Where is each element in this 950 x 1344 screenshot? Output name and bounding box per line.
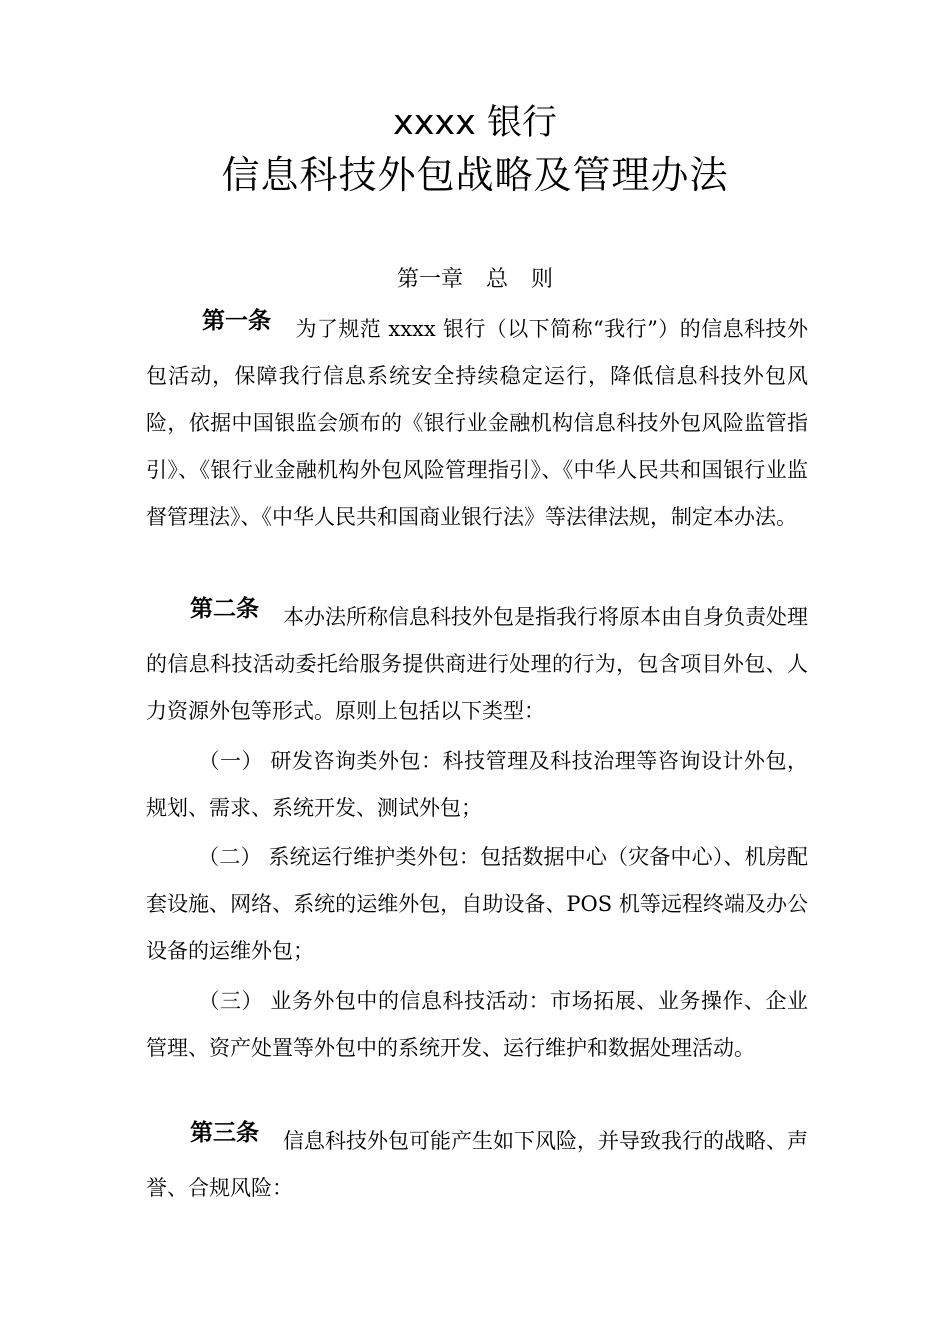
article-3 <box>146 1118 808 1212</box>
list-item-text: （三） 业务外包中的信息科技活动：市场拓展、业务操作、企业管理、资产处置等外包中的系统开发、运行维护和数据处理活动。 <box>146 989 808 1060</box>
article-3-text: 信息科技外包可能产生如下风险，并导致我行的战略、声誉、合规风险： <box>146 1129 808 1200</box>
article-1-text: 为了规范 xxxx 银行（以下简称“我行”）的信息科技外包活动，保障我行信息系统安全持续稳定运行，降低信息科技外包风险，依据中国银监会颁布的《银行业金融机构信息科技外包风险监管指引》、《银行业金融机构外包风险管理指引》、《中华人民共和国银行业监督管理法》、《中华人民共和国商业银行法》等法律法规，制定本办法。 <box>146 317 808 529</box>
list-item-text: （一） 研发咨询类外包：科技管理及科技治理等咨询设计外包，规划、需求、系统开发、测试外包； <box>146 749 808 820</box>
article-2 <box>146 594 808 735</box>
article-3-label: 第三条 <box>190 1120 259 1146</box>
article-2-text: 本办法所称信息科技外包是指我行将原本由自身负责处理的信息科技活动委托给服务提供商进行处理的行为，包含项目外包、人力资源外包等形式。原则上包括以下类型： <box>146 605 808 723</box>
article-2-label: 第二条 <box>190 596 259 622</box>
list-item-text: （二） 系统运行维护类外包：包括数据中心（灾备中心）、机房配套设施、网络、系统的运维外包，自助设备、POS 机等远程终端及办公设备的运维外包； <box>146 845 808 963</box>
article-2-item-3 <box>146 978 808 1072</box>
doc-title-bank: xxxx 银行 <box>393 103 557 143</box>
article-2-item-1 <box>146 738 808 832</box>
article-2-item-2 <box>146 834 808 975</box>
article-1 <box>146 306 808 541</box>
doc-title-main: 信息科技外包战略及管理办法 <box>221 153 729 197</box>
article-1-label: 第一条 <box>202 308 271 334</box>
chapter-heading: 第一章 总 则 <box>397 267 553 292</box>
